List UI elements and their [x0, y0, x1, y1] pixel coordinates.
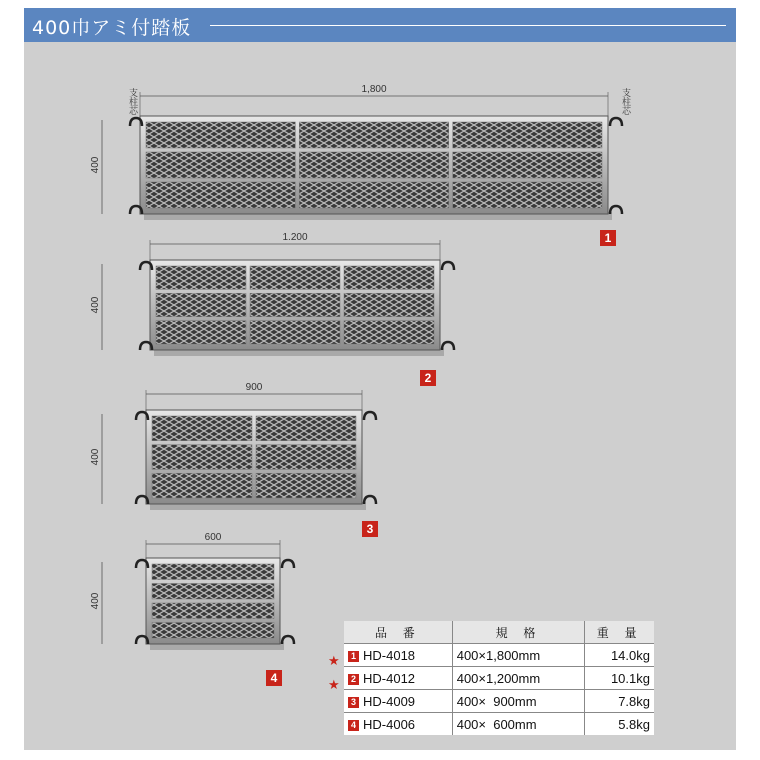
- row-number-badge: 4: [348, 720, 359, 731]
- post-center-left-label: 支柱芯: [127, 88, 137, 115]
- size-cell: 400× 600mm: [452, 713, 585, 736]
- product-code: HD-4018: [363, 647, 416, 663]
- product-code: HD-4009: [363, 693, 416, 709]
- col-header-code: 品 番: [344, 621, 452, 644]
- star-mark-2: ★: [328, 678, 340, 693]
- catalog-page: [24, 8, 736, 750]
- spec-header-row: [344, 621, 654, 644]
- board-badge-4: 4: [266, 670, 282, 686]
- weight-cell: 7.8kg: [585, 690, 654, 713]
- size-cell: 400× 900mm: [452, 690, 585, 713]
- length-label-1: 1,800: [361, 84, 387, 95]
- col-header-size: 規 格: [452, 621, 585, 644]
- table-row: [344, 644, 654, 667]
- product-code-cell: [344, 713, 452, 736]
- row-number-badge: 3: [348, 697, 359, 708]
- weight-cell: 10.1kg: [585, 667, 654, 690]
- width-label-2: 400: [90, 296, 101, 314]
- table-row: [344, 713, 654, 736]
- board-badge-3: 3: [362, 521, 378, 537]
- length-label-2: 1.200: [282, 232, 308, 243]
- post-center-right-label: 支柱芯: [620, 88, 630, 115]
- product-code-cell: [344, 644, 452, 667]
- product-code: HD-4012: [363, 670, 416, 686]
- length-label-3: 900: [245, 382, 263, 393]
- board-badge-2: 2: [420, 370, 436, 386]
- board-badge-1: 1: [600, 230, 616, 246]
- section-title: 400巾アミ付踏板: [32, 17, 192, 39]
- table-row: [344, 690, 654, 713]
- length-label-4: 600: [204, 532, 222, 543]
- col-header-weight: 重 量: [585, 621, 654, 644]
- spec-table: [344, 621, 654, 735]
- size-cell: 400×1,200mm: [452, 667, 585, 690]
- row-number-badge: 2: [348, 674, 359, 685]
- weight-cell: 5.8kg: [618, 716, 650, 732]
- weight-cell: 14.0kg: [585, 644, 654, 667]
- width-label-3: 400: [90, 448, 101, 466]
- star-mark-1: ★: [328, 654, 340, 669]
- size-cell: 400×1,800mm: [452, 644, 585, 667]
- row-number-badge: 1: [348, 651, 359, 662]
- width-label-4: 400: [90, 592, 101, 610]
- table-row: [344, 667, 654, 690]
- product-code: HD-4006: [363, 716, 416, 732]
- product-code-cell: [344, 690, 452, 713]
- width-label-1: 400: [90, 156, 101, 174]
- product-code-cell: [344, 667, 452, 690]
